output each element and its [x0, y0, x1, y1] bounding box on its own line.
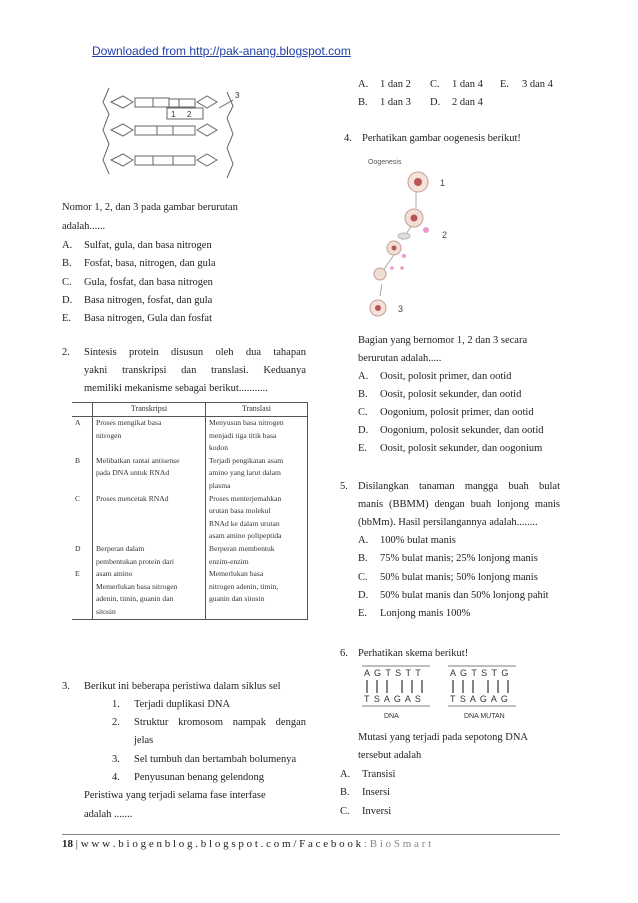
- cell-line: Proses menterjemahkan: [209, 493, 282, 503]
- cell-line: adenin, timin, guanin dan: [96, 594, 174, 604]
- q5-stem-line3: (bbMm). Hasil persilangannya adalah........: [358, 517, 538, 528]
- q3-option-d: D. 2 dan 4: [430, 97, 483, 108]
- page-number: 18: [62, 838, 73, 850]
- row-letter: B: [75, 455, 81, 465]
- dna-mutation-scheme: [360, 664, 520, 722]
- footer-site: | w w w . b i o g e n b l o g . b l o g s p o t . c o m / F a c e b o o k: [73, 838, 362, 850]
- mutant-top-strand: A G T S T G: [450, 668, 510, 678]
- q5-option-c: C. 50% bulat manis; 50% lonjong manis: [358, 572, 538, 583]
- q4-option-e: E. Oosit, polosit sekunder, dan oogonium: [358, 443, 543, 454]
- cell-line: sitosin: [96, 606, 116, 616]
- figure-label-3: 3: [235, 91, 240, 100]
- q4-after-line1: Bagian yang bernomor 1, 2 dan 3 secara: [358, 335, 528, 346]
- transkripsi-cell: [93, 455, 206, 493]
- cell-line: asam amino polipeptida: [209, 531, 282, 541]
- table-header-transkripsi: Transkripsi: [93, 403, 206, 417]
- q3-item-2: 2. Struktur kromosom nampak dengan: [112, 717, 306, 728]
- transkripsi-cell: [93, 417, 206, 455]
- translasi-cell: [206, 417, 308, 455]
- table-row: [72, 417, 308, 455]
- transcription-translation-table: [72, 402, 308, 620]
- q5-number: 5.: [340, 481, 348, 492]
- cell-line: Berperan dalam: [96, 543, 145, 553]
- q6-number: 6.: [340, 648, 348, 659]
- transkripsi-cell: [93, 493, 206, 543]
- q3-item-2-cont: jelas: [134, 735, 154, 746]
- q3-item-4: 4. Penyusunan benang gelendong: [112, 772, 265, 783]
- q2-stem-line2: yakni transkripsi dan translasi. Keduanya: [84, 365, 306, 376]
- cell-line: nitrogen adenin, timin,: [209, 581, 279, 591]
- q3-item-3: 3. Sel tumbuh dan bertambah bolumenya: [112, 754, 297, 765]
- oogenesis-label-1: 1: [440, 178, 446, 188]
- cell-line: kodon: [209, 443, 228, 453]
- cell-line: urutan basa molekul: [209, 506, 271, 516]
- q6-after-line1: Mutasi yang terjadi pada sepotong DNA: [358, 732, 529, 743]
- q4-option-d: D. Oogonium, polosit sekunder, dan ootid: [358, 425, 544, 436]
- q1-stem-line2: adalah......: [62, 221, 106, 232]
- translasi-cell: [206, 543, 308, 568]
- page-footer: [62, 838, 431, 850]
- q2-stem-line3: memiliki mekanisme sebagai berikut...........: [84, 383, 268, 394]
- rung-3: [111, 154, 217, 166]
- row-letter: C: [75, 493, 81, 503]
- table-header-translasi: Translasi: [206, 403, 308, 417]
- rung-2: [111, 124, 217, 136]
- cell-line: plasma: [209, 480, 231, 490]
- cell-line: Proses mengikat basa: [96, 418, 162, 427]
- rung-1: [111, 96, 217, 108]
- oogenesis-label-2: 2: [442, 230, 448, 240]
- q1-option-e: E. Basa nitrogen, Gula dan fosfat: [62, 313, 213, 324]
- row-letter: A: [75, 418, 81, 427]
- cell-line: enzim-enzim: [209, 556, 249, 566]
- q3-option-a: A. 1 dan 2: [358, 79, 411, 90]
- q1-stem-line1: Nomor 1, 2, dan 3 pada gambar berurutan: [62, 202, 238, 213]
- q3-tail-line1: Peristiwa yang terjadi selama fase interfase: [84, 790, 266, 801]
- cell-line: asam amino: [96, 569, 133, 579]
- cell-line: Berperan membentuk: [209, 543, 275, 553]
- cell-line: menjadi tiga titik basa: [209, 430, 277, 440]
- translasi-cell: [206, 455, 308, 493]
- cell-line: amino yang larut dalam: [209, 468, 281, 478]
- q5-stem-line1: Disilangkan tanaman mangga buah bulat: [358, 481, 560, 492]
- cell-line: nitrogen: [96, 430, 122, 440]
- q1-option-a: A. Sulfat, gula, dan basa nitrogen: [62, 240, 212, 251]
- q2-stem-line1: Sintesis protein disusun oleh dua tahapan: [84, 347, 306, 358]
- q3-option-c: C. 1 dan 4: [430, 79, 483, 90]
- q5-stem-line2: manis (BBMM) dengan buah lonjong manis: [358, 499, 560, 510]
- cell-line: Menyusun basa nitrogen: [209, 418, 284, 427]
- q3-option-e: E. 3 dan 4: [500, 79, 553, 90]
- table-row: [72, 493, 308, 543]
- cell-line: Proses mencetak RNAd: [96, 493, 169, 503]
- q6-stem: Perhatikan skema berikut!: [358, 648, 469, 659]
- q2-number: 2.: [62, 347, 70, 358]
- q5-option-a: A. 100% bulat manis: [358, 535, 456, 546]
- q6-option-a: A. Transisi: [340, 769, 396, 780]
- source-link[interactable]: Downloaded from http://pak-anang.blogspot.com: [92, 44, 351, 58]
- q3-stem: Berikut ini beberapa peristiwa dalam siklus sel: [84, 681, 281, 692]
- q6-option-b: B. Insersi: [340, 787, 390, 798]
- figure-label-1: 1: [171, 110, 176, 119]
- mutant-bottom-strand: T S A G A G: [450, 694, 509, 704]
- translasi-cell: [206, 568, 308, 619]
- q3-item-1: 1. Terjadi duplikasi DNA: [112, 699, 231, 710]
- oogenesis-title: Oogenesis: [368, 159, 402, 166]
- table-row: [72, 568, 308, 619]
- q3-tail-line2: adalah .......: [84, 809, 133, 820]
- dna-top-strand: A G T S T T: [364, 668, 422, 678]
- q3-number: 3.: [62, 681, 70, 692]
- cell-line: guanin dan sitosin: [209, 594, 265, 604]
- q4-stem: Perhatikan gambar oogenesis berikut!: [362, 133, 521, 144]
- cell-line: pembentukan protein dari: [96, 556, 175, 566]
- figure-label-2: 2: [187, 110, 192, 119]
- transkripsi-cell: [93, 568, 206, 619]
- q3-option-b: B. 1 dan 3: [358, 97, 411, 108]
- q4-option-a: A. Oosit, polosit primer, dan ootid: [358, 371, 512, 382]
- q1-option-c: C. Gula, fosfat, dan basa nitrogen: [62, 277, 213, 288]
- row-letter: E: [72, 568, 93, 619]
- table-row: [72, 543, 308, 568]
- q4-option-c: C. Oogonium, polosit primer, dan ootid: [358, 407, 534, 418]
- cell-line: pada DNA untuk RNAd: [96, 468, 170, 478]
- row-letter: D: [75, 543, 81, 553]
- cell-line: Terjadi pengikatan asam: [209, 455, 284, 465]
- footer-brand: : B i o S m a r t: [361, 838, 432, 850]
- dna-mutant-label: DNA MUTAN: [464, 713, 505, 720]
- oogenesis-figure: [366, 156, 456, 324]
- q4-number: 4.: [344, 133, 352, 144]
- q5-option-d: D. 50% bulat manis dan 50% lonjong pahit: [358, 590, 549, 601]
- q4-option-b: B. Oosit, polosit sekunder, dan ootid: [358, 389, 522, 400]
- q5-option-e: E. Lonjong manis 100%: [358, 608, 471, 619]
- q1-option-b: B. Fosfat, basa, nitrogen, dan gula: [62, 258, 216, 269]
- q5-option-b: B. 75% bulat manis; 25% lonjong manis: [358, 553, 538, 564]
- table-row: [72, 455, 308, 493]
- q6-after-line2: tersebut adalah: [358, 750, 422, 761]
- dna-structure-figure: [95, 80, 245, 190]
- q6-option-c: C. Inversi: [340, 806, 392, 817]
- cell-line: RNAd ke dalam urutan: [209, 518, 280, 528]
- dna-label: DNA: [384, 713, 399, 720]
- translasi-cell: [206, 493, 308, 543]
- q4-after-line2: berurutan adalah.....: [358, 353, 442, 364]
- cell-line: Memerlukan basa nitrogen: [96, 581, 178, 591]
- transkripsi-cell: [93, 543, 206, 568]
- oogenesis-label-3: 3: [398, 304, 404, 314]
- cell-line: Melibatkan rantai antisense: [96, 455, 180, 465]
- cell-line: Memerlukan basa: [209, 569, 264, 579]
- footer-divider: [62, 834, 560, 835]
- q1-option-d: D. Basa nitrogen, fosfat, dan gula: [62, 295, 213, 306]
- dna-bottom-strand: T S A G A S: [364, 694, 422, 704]
